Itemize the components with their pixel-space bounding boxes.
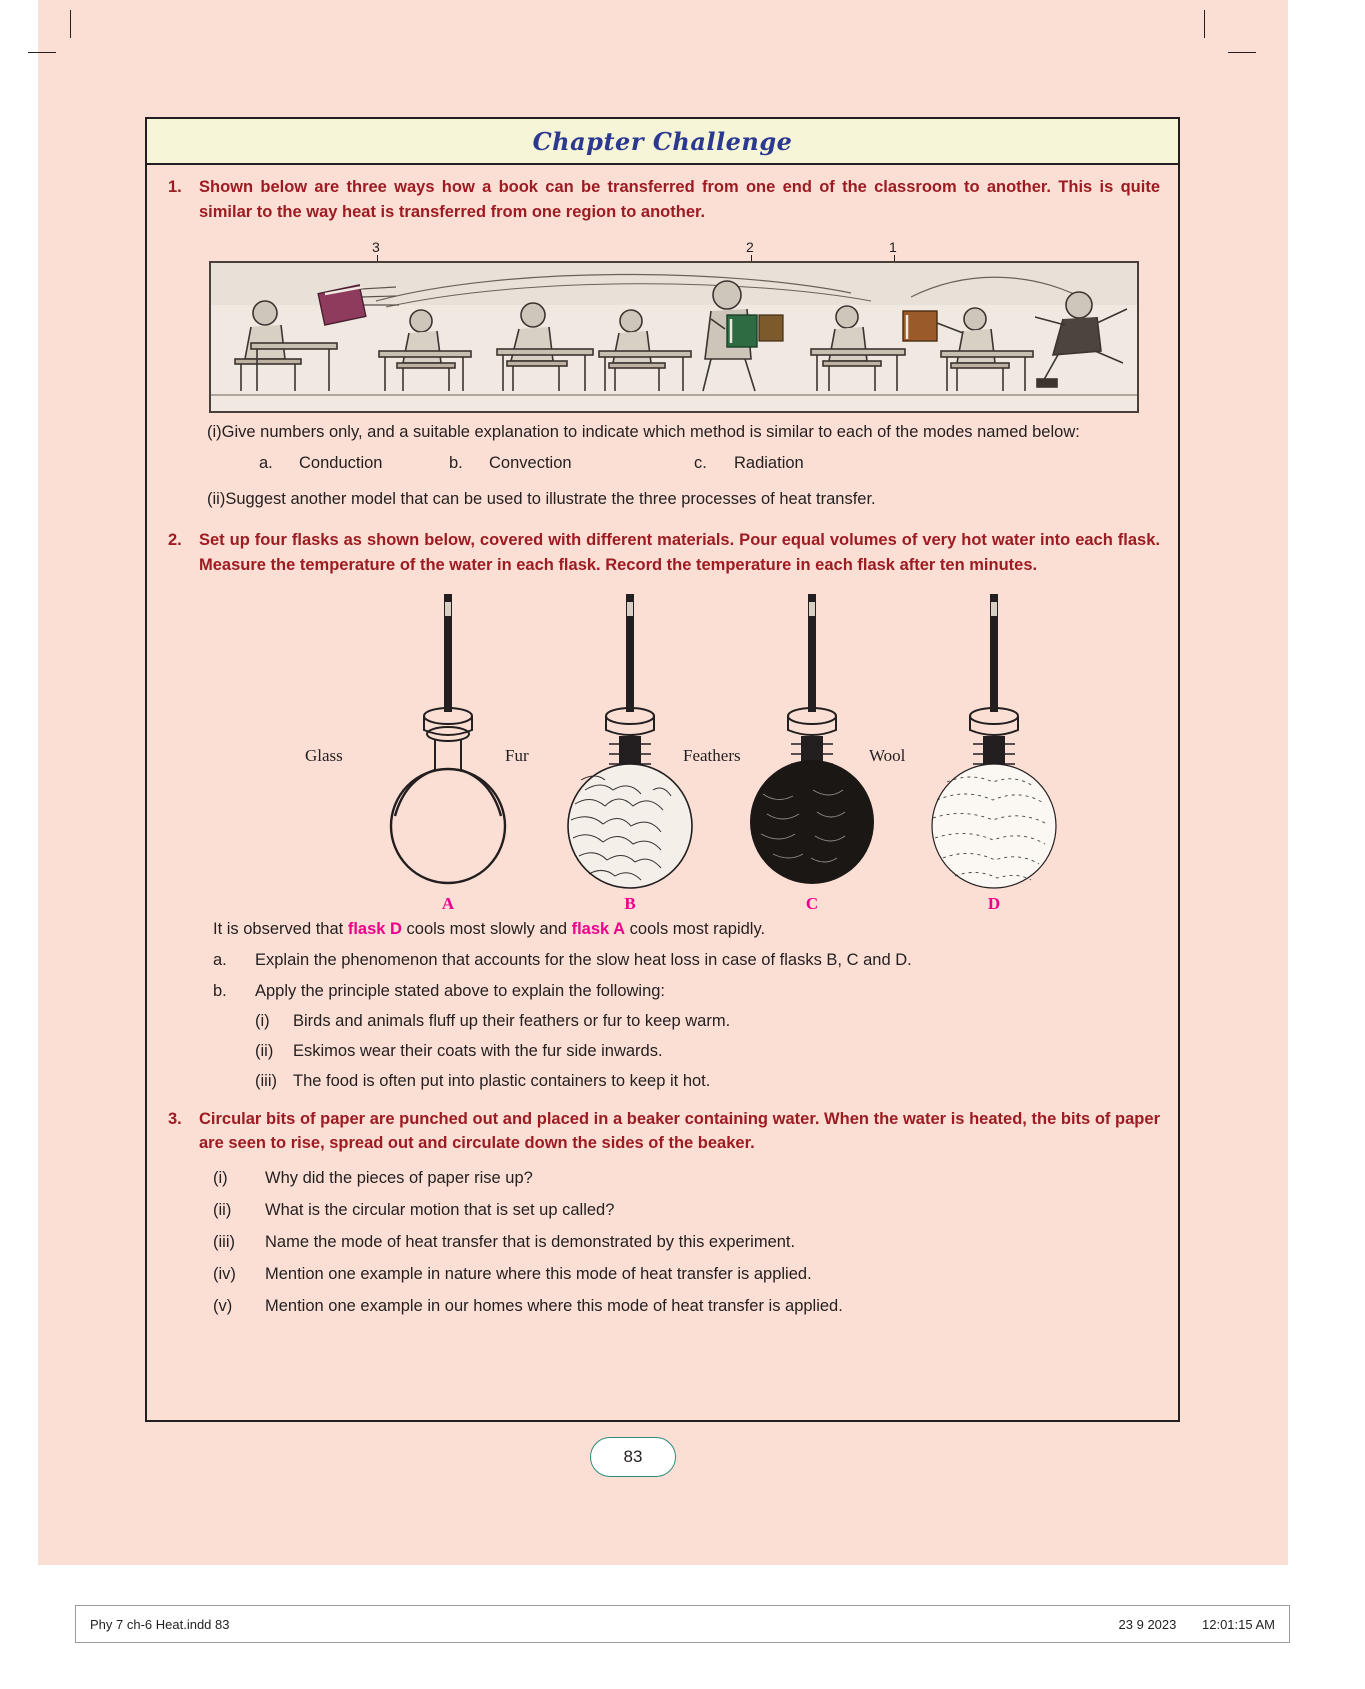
question-2-part-a bbox=[165, 951, 1160, 970]
flask-a-material: Glass bbox=[305, 745, 343, 765]
flask-a-letter: A bbox=[441, 893, 455, 913]
question-3-part-iii-text: Name the mode of heat transfer that is demonstrated by this experiment. bbox=[265, 1233, 796, 1251]
mode-conduction-name: Conduction bbox=[299, 454, 383, 473]
question-1-part-i bbox=[165, 420, 1160, 445]
flask-b-material: Fur bbox=[505, 745, 529, 765]
question-1-part-ii bbox=[165, 487, 1160, 512]
flask-d-material: Wool bbox=[869, 745, 906, 765]
question-3-part-v-label: (v) bbox=[213, 1297, 233, 1315]
mode-radiation-name: Radiation bbox=[734, 454, 804, 473]
question-3-part-iv bbox=[165, 1265, 1160, 1284]
flask-c-svg bbox=[717, 594, 907, 894]
question-3-part-v-text: Mention one example in our homes where this mode of heat transfer is applied. bbox=[265, 1297, 843, 1315]
question-2-sub-iii-label: (iii) bbox=[255, 1071, 277, 1090]
question-2-sub-iii-text: The food is often put into plastic containers to keep it hot. bbox=[293, 1071, 711, 1090]
classroom-callout-2: 2 bbox=[746, 238, 754, 255]
question-1-part-i-label: (i) bbox=[207, 422, 222, 441]
question-2-sub-ii bbox=[165, 1042, 1160, 1061]
question-3-part-iv-label: (iv) bbox=[213, 1265, 236, 1283]
observation-mid: cools most slowly and bbox=[401, 919, 572, 938]
footer-date: 23 9 2023 bbox=[1118, 1616, 1177, 1632]
question-3-part-i-label: (i) bbox=[213, 1169, 228, 1187]
question-2-part-b-label: b. bbox=[213, 981, 227, 1000]
flask-d bbox=[899, 594, 1089, 914]
question-2-part-a-label: a. bbox=[213, 950, 227, 969]
question-3-part-iii-label: (iii) bbox=[213, 1233, 235, 1251]
mode-conduction bbox=[259, 454, 449, 473]
mode-radiation bbox=[694, 454, 804, 473]
question-2-sub-i-text: Birds and animals fluff up their feathers or fur to keep warm. bbox=[293, 1011, 731, 1030]
question-3-part-iii bbox=[165, 1233, 1160, 1252]
classroom-callout-1: 1 bbox=[889, 238, 897, 255]
question-2-sub-i bbox=[165, 1012, 1160, 1031]
mode-convection-name: Convection bbox=[489, 454, 572, 473]
classroom-figure bbox=[209, 239, 1139, 414]
crop-mark-top-left-h bbox=[28, 52, 56, 53]
print-footer bbox=[75, 1605, 1290, 1643]
classroom-scene-svg bbox=[211, 263, 1137, 411]
question-2-number: 2. bbox=[168, 531, 182, 549]
crop-mark-top-left-v bbox=[70, 10, 71, 38]
flask-c-letter: C bbox=[805, 893, 819, 913]
chapter-challenge-box bbox=[145, 117, 1180, 1422]
chapter-content bbox=[147, 165, 1178, 1316]
flask-observation bbox=[165, 920, 1160, 939]
question-1-part-ii-label: (ii) bbox=[207, 490, 226, 509]
question-2-sub-iii bbox=[165, 1072, 1160, 1091]
question-3-part-ii-text: What is the circular motion that is set up called? bbox=[265, 1201, 615, 1219]
mode-convection bbox=[449, 454, 694, 473]
question-2-part-a-text: Explain the phenomenon that accounts for the slow heat loss in case of flasks B, C and D. bbox=[255, 950, 912, 969]
observation-post: cools most rapidly. bbox=[625, 919, 766, 938]
flask-c-material: Feathers bbox=[683, 745, 741, 765]
question-3-part-ii-label: (ii) bbox=[213, 1201, 232, 1219]
observation-fast-flask: flask A bbox=[571, 919, 626, 938]
footer-timestamp bbox=[1097, 1617, 1275, 1632]
observation-slow-flask: flask D bbox=[347, 919, 402, 938]
question-3-text: Circular bits of paper are punched out and placed in a beaker containing water. When the water is heated, the bits of paper are seen to rise, spread out and circulate down the sides of the beaker. bbox=[199, 1109, 1160, 1153]
flask-d-letter: D bbox=[987, 893, 1001, 913]
question-1 bbox=[165, 175, 1160, 225]
mode-convection-key: b. bbox=[449, 454, 463, 473]
flask-b-letter: B bbox=[624, 893, 636, 913]
mode-conduction-key: a. bbox=[259, 454, 273, 473]
heat-transfer-modes bbox=[165, 454, 1160, 473]
flasks-figure bbox=[205, 594, 1145, 914]
question-2-part-b bbox=[165, 982, 1160, 1001]
mode-radiation-key: c. bbox=[694, 454, 707, 473]
question-3-part-iv-text: Mention one example in nature where this mode of heat transfer is applied. bbox=[265, 1265, 812, 1283]
question-3-part-ii bbox=[165, 1201, 1160, 1220]
question-1-number: 1. bbox=[168, 178, 182, 196]
question-2-part-b-text: Apply the principle stated above to explain the following: bbox=[255, 981, 666, 1000]
classroom-callout-3: 3 bbox=[372, 238, 380, 255]
question-3-number: 3. bbox=[168, 1109, 182, 1128]
question-1-part-ii-text: Suggest another model that can be used to illustrate the three processes of heat transfer. bbox=[225, 490, 876, 509]
observation-pre: It is observed that bbox=[213, 919, 348, 938]
footer-time: 12:01:15 AM bbox=[1202, 1616, 1275, 1632]
page-number: 83 bbox=[590, 1437, 676, 1477]
question-1-text: Shown below are three ways how a book can be transferred from one end of the classroom to another. This is quite similar to the way heat is transferred from one region to another. bbox=[199, 178, 1160, 221]
classroom-illustration bbox=[209, 261, 1139, 413]
crop-mark-top-right-h bbox=[1228, 52, 1256, 53]
question-1-part-i-text: Give numbers only, and a suitable explanation to indicate which method is similar to each of the modes named below: bbox=[221, 422, 1080, 441]
question-3 bbox=[165, 1107, 1160, 1157]
flask-b-svg bbox=[535, 594, 725, 894]
question-2-text: Set up four flasks as shown below, covered with different materials. Pour equal volumes of very hot water into each flask. Measure the temperature of the water in each flask. Record the temperature in each flask after ten minutes. bbox=[199, 531, 1160, 574]
footer-file-name: Phy 7 ch-6 Heat.indd 83 bbox=[90, 1616, 230, 1632]
question-3-part-i-text: Why did the pieces of paper rise up? bbox=[265, 1169, 533, 1187]
flask-a-svg bbox=[353, 594, 543, 894]
question-2-sub-ii-label: (ii) bbox=[255, 1041, 274, 1060]
crop-mark-top-right-v bbox=[1204, 10, 1205, 38]
chapter-challenge-title: Chapter Challenge bbox=[532, 126, 793, 156]
flask-d-svg bbox=[899, 594, 1089, 894]
question-2-sub-ii-text: Eskimos wear their coats with the fur side inwards. bbox=[293, 1041, 663, 1060]
question-3-part-v bbox=[165, 1297, 1160, 1316]
chapter-challenge-header bbox=[147, 119, 1178, 165]
question-2-sub-i-label: (i) bbox=[255, 1011, 270, 1030]
question-2 bbox=[165, 528, 1160, 578]
question-3-part-i bbox=[165, 1169, 1160, 1188]
